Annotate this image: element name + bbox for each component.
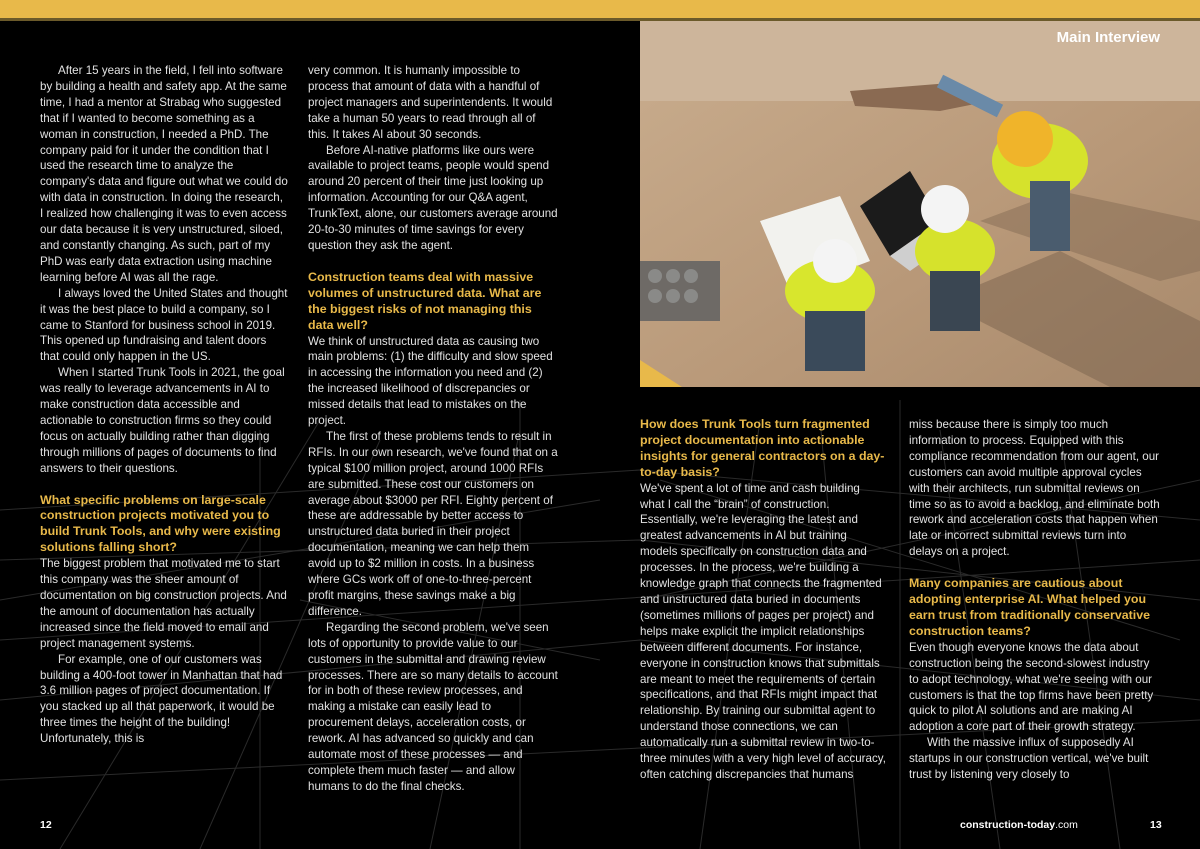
paragraph: I always loved the United States and thought it was the best place to build a company, so I came to Stanford for business school in 2019. This opened up fundraising and talent doors that could only happen in the US. (40, 286, 288, 364)
paragraph: With the massive influx of supposedly AI startups in our construction vertical, we've built trust by listening very closely to (909, 736, 1149, 782)
interview-question: How does Trunk Tools turn fragmented project documentation into actionable insights for general contractors on a day-to-day basis? (640, 417, 885, 479)
paragraph: Regarding the second problem, we've seen lots of opportunity to provide value to our customers in the submittal and drawing review processes. There are so many details to account for in both of these review processes, and making a mistake can easily lead to procurement delays, acceleration costs, or rework. AI has advanced so quickly and can automate most of these processes — and complete them much faster — and allow humans to do the final checks. (308, 620, 558, 793)
paragraph: very common. It is humanly impossible to process that amount of data with a handful of project managers and superintendents. It would take a human 50 years to read through all of this. It takes AI about 30 seconds. (308, 64, 553, 141)
paragraph: For example, one of our customers was building a 400-foot tower in Manhattan that had 3.6 million pages of project documentation. If you stacked up all that paperwork, it would be three times the height of the building! Unfortunately, this is (40, 652, 283, 746)
photo-corner-accent (640, 360, 682, 387)
paragraph: Before AI-native platforms like ours were available to project teams, people would spend around 20 percent of their time just looking up information. Accounting for our Q&A agent, TrunkText, alone, our customers average around 20-to-30 minutes of time savings for every question they ask the agent. (308, 143, 558, 252)
site-url-tail: .com (1055, 819, 1078, 831)
page-number-left: 12 (40, 819, 52, 831)
photo-illustration (640, 21, 1200, 387)
paragraph: We think of unstructured data as causing two main problems: (1) the difficulty and slow speed in accessing the information you need and (2) the increased likelihood of discrepancies or missed details that lead to mistakes on the project. (308, 334, 553, 428)
column-2 (308, 63, 558, 795)
construction-workers-photo (640, 21, 1200, 387)
site-url-bold: construction-today (960, 819, 1056, 831)
paragraph: miss because there is simply too much information to process. Equipped with this compliance recommendation from our agent, our customers can avoid multiple approval cycles with their architects, run submittal reviews on time so as to avoid a backlog, and eliminate both rework and acceleration costs that happen when late or incorrect submittal reviews turn into delays on a project. (909, 418, 1160, 559)
interview-question: Construction teams deal with massive volumes of unstructured data. What are the biggest risks of not managing this data well? (308, 269, 542, 332)
section-label: Main Interview (1056, 29, 1160, 46)
site-url[interactable] (960, 819, 1078, 831)
column-1 (40, 63, 288, 747)
interview-question: Many companies are cautious about adopting enterprise AI. What helped you earn trust from traditionally conservative construction teams? (909, 576, 1151, 638)
page-number-right: 13 (1150, 819, 1162, 831)
interview-question: What specific problems on large-scale construction projects motivated you to build Trunk Tools, and why were existing solutions falling short? (40, 492, 281, 555)
paragraph: When I started Trunk Tools in 2021, the goal was really to leverage advancements in AI to make construction data accessible and actionable to construction firms so they could focus on actually building rather than digging through millions of pages of documents to find answers to their questions. (40, 366, 285, 475)
column-3 (640, 417, 886, 783)
column-4 (909, 417, 1160, 783)
paragraph: Even though everyone knows the data about construction being the second-slowest industry to adopt technology, what we're seeing with our customers is that the top firms have been pretty quick to pilot AI solutions and are making AI adoption a core part of their growth strategy. (909, 640, 1154, 734)
paragraph: The first of these problems tends to result in RFIs. In our own research, we've found that on a typical $100 million project, around 1000 RFIs are submitted. These cost our customers on average about $3000 per RFI. Eighty percent of these are addressable by better access to unstructured data buried in their project documentation, meaning we can help them avoid up to $2 million in costs. In a business where GCs work off of one-to-three-percent profit margins, these savings make a big difference. (308, 429, 558, 618)
paragraph: After 15 years in the field, I fell into software by building a health and safety app. At the same time, I had a mentor at Strabag who suggested that if I wanted to become something as a woman in construction, I needed a PhD. The company paid for it under the condition that I used the research time to analyze the company's data and figure out what we could do with data in construction. In doing the research, I realized how challenging it was to even access our data because it is very unstructured, siloed, and constantly changing. As such, part of my PhD was early data extraction using machine learning before AI was all the rage. (40, 64, 288, 284)
paragraph: We've spent a lot of time and cash building what I call the “brain” of construction. Essentially, we're leveraging the latest and greatest advancements in AI but training models specifically on construction data and processes. In the process, we're building a knowledge graph that connects the fragmented and unstructured data buried in documents (sometimes millions of pages per project) and helps make explicit the implicit relationships between different documents. For instance, everyone in construction knows that submittals are meant to meet the requirements of certain specifications, and that RFIs might impact that relationship. By training our submittal agent to understand those connections, we can automatically run a submittal review in two-to-three minutes with a very high level of accuracy, often catching discrepancies that humans (640, 481, 886, 781)
top-accent-bar (0, 0, 1200, 18)
paragraph: The biggest problem that motivated me to start this company was the sheer amount of documentation on big construction projects. And the amount of documentation has actually increased since the field moved to email and project management systems. (40, 557, 287, 650)
